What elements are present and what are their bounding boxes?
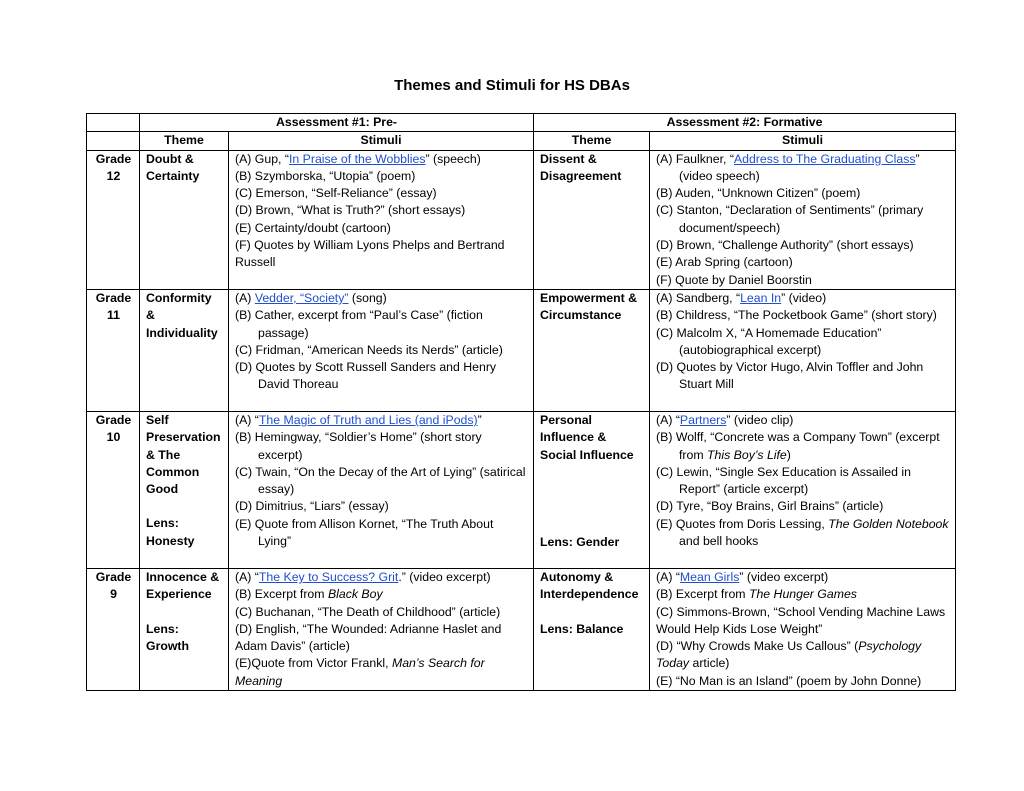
stimuli-2-header: Stimuli — [650, 132, 956, 150]
stimulus-item — [656, 638, 950, 673]
stimulus-item — [235, 220, 528, 237]
stimulus-text: ” (video excerpt) — [739, 569, 829, 584]
stimulus-link[interactable]: The Magic of Truth and Lies (and iPods) — [258, 412, 478, 427]
stimulus-item — [656, 464, 950, 499]
table-row — [87, 150, 956, 289]
theme-2-cell — [534, 568, 650, 690]
corner-cell — [87, 132, 140, 150]
stimuli-1-cell — [229, 411, 534, 568]
assessment-1-header: Assessment #1: Pre- — [140, 114, 534, 132]
stimulus-text: (song) — [348, 290, 387, 305]
stimulus-text: (E)Quote from Victor Frankl, — [235, 656, 392, 671]
stimulus-item — [656, 569, 950, 586]
stimulus-text: and bell hooks — [679, 534, 759, 549]
stimuli-1-cell — [229, 289, 534, 411]
stimulus-item — [235, 429, 528, 464]
stimulus-text: (A) Sandberg, “ — [656, 290, 741, 305]
stimulus-text: (F) Quote by Daniel Boorstin — [656, 272, 812, 287]
stimulus-text: (C) Fridman, “American Needs its Nerds” (article) — [235, 342, 503, 357]
stimulus-text: (A) Gup, “ — [235, 151, 289, 166]
stimulus-item — [235, 168, 528, 185]
stimuli-1-cell — [229, 568, 534, 690]
stimulus-text: (D) Tyre, “Boy Brains, Girl Brains” (article) — [656, 499, 884, 514]
grade-cell: Grade 9 — [87, 568, 140, 690]
stimulus-text: (B) Childress, “The Pocketbook Game” (short story) — [656, 308, 937, 323]
stimulus-item — [656, 498, 950, 515]
stimulus-item — [656, 359, 950, 394]
stimulus-item — [656, 673, 950, 690]
stimulus-text: (B) Auden, “Unknown Citizen” (poem) — [656, 186, 861, 201]
theme-2-lens: Lens: Balance — [540, 621, 624, 636]
stimulus-text: (A) “ — [656, 569, 680, 584]
stimulus-link[interactable]: Vedder, “Society” — [254, 290, 349, 305]
stimulus-link[interactable]: Address to The Graduating Class — [733, 151, 916, 166]
stimulus-text: (B) Wolff, “Concrete was a Company Town” (excerpt from — [656, 430, 940, 462]
theme-2-cell — [534, 150, 650, 289]
stimulus-text: (C) Malcolm X, “A Homemade Education” (autobiographical excerpt) — [656, 325, 882, 357]
stimulus-text: (F) Quotes by William Lyons Phelps and Bertrand Russell — [235, 238, 505, 270]
stimulus-text: (B) Hemingway, “Soldier’s Home” (short story excerpt) — [235, 430, 482, 462]
theme-2-lens: Lens: Gender — [540, 534, 620, 549]
column-header-row — [87, 132, 956, 150]
stimulus-title: Psychology Today — [656, 639, 922, 671]
stimulus-item — [235, 586, 528, 603]
stimulus-link[interactable]: The Key to Success? Grit — [258, 569, 399, 584]
stimulus-text: (E) “No Man is an Island” (poem by John Donne) — [656, 673, 922, 688]
stimulus-text: ) — [786, 447, 791, 462]
stimulus-text: (D) Brown, “What is Truth?” (short essays) — [235, 203, 466, 218]
stimulus-text: (A) Faulkner, “ — [656, 151, 734, 166]
spacer — [146, 498, 223, 515]
stimulus-item — [235, 604, 528, 621]
theme-2-header: Theme — [534, 132, 650, 150]
stimulus-item — [656, 586, 950, 603]
stimulus-text: (B) Cather, excerpt from “Paul’s Case” (fiction passage) — [235, 308, 483, 340]
stimulus-item — [656, 604, 950, 639]
stimulus-link[interactable]: In Praise of the Wobblies — [288, 151, 426, 166]
stimulus-text: ” — [477, 412, 482, 427]
theme-1-cell — [140, 411, 229, 568]
stimulus-text: (E) Quote from Allison Kornet, “The Truth About Lying” — [235, 516, 494, 549]
stimulus-text: (E) Quotes from Doris Lessing, — [656, 516, 829, 531]
stimulus-item — [235, 516, 528, 551]
stimuli-1-cell — [229, 150, 534, 289]
stimulus-item — [235, 655, 528, 690]
stimulus-item — [235, 464, 528, 499]
stimulus-title: Man’s Search for Meaning — [235, 656, 485, 688]
stimulus-text: (A) “ — [235, 569, 259, 584]
stimulus-text: (B) Excerpt from — [656, 587, 749, 602]
stimulus-item — [235, 202, 528, 219]
stimulus-text: (D) English, “The Wounded: Adrianne Haslet and Adam Davis” (article) — [235, 621, 502, 654]
theme-2-cell — [534, 411, 650, 568]
stimulus-item — [656, 272, 950, 289]
stimulus-text: .” (video excerpt) — [398, 569, 491, 584]
stimulus-text: (A) — [235, 290, 255, 305]
stimuli-2-cell — [650, 568, 956, 690]
stimulus-title: The Hunger Games — [748, 587, 857, 602]
stimulus-title: Black Boy — [327, 587, 383, 602]
table-row — [87, 289, 956, 411]
corner-cell — [87, 114, 140, 132]
theme-1-name: Doubt & Certainty — [146, 151, 200, 183]
stimulus-text: ” (speech) — [425, 151, 481, 166]
theme-2-name: Dissent & Disagreement — [540, 151, 622, 183]
grade-cell: Grade 12 — [87, 150, 140, 289]
stimulus-text: (E) Arab Spring (cartoon) — [656, 255, 793, 270]
stimulus-item — [235, 290, 528, 307]
stimulus-item — [235, 569, 528, 586]
stimuli-1-header: Stimuli — [229, 132, 534, 150]
stimulus-text: ” (video clip) — [726, 412, 794, 427]
stimulus-text: ” (video) — [781, 290, 827, 305]
stimulus-text: (E) Certainty/doubt (cartoon) — [235, 220, 391, 235]
stimulus-item — [656, 325, 950, 360]
stimulus-text: (C) Buchanan, “The Death of Childhood” (article) — [235, 604, 501, 619]
stimulus-text: (C) Twain, “On the Decay of the Art of Lying” (satirical essay) — [235, 464, 526, 497]
theme-1-name: Self Preservation & The Common Good — [146, 412, 221, 497]
stimulus-item — [656, 429, 950, 464]
stimulus-text: (C) Lewin, “Single Sex Education is Assailed in Report” (article excerpt) — [656, 464, 911, 497]
theme-2-name: Personal Influence & Social Influence — [540, 412, 634, 462]
theme-2-name: Autonomy & Interdependence — [540, 569, 639, 602]
stimulus-title: This Boy’s Life — [707, 447, 787, 462]
stimulus-text: (D) Dimitrius, “Liars” (essay) — [235, 499, 389, 514]
stimulus-title: The Golden Notebook — [828, 516, 949, 531]
stimulus-item — [656, 237, 950, 254]
stimulus-item — [235, 185, 528, 202]
theme-1-cell — [140, 568, 229, 690]
stimulus-text: (D) Brown, “Challenge Authority” (short essays) — [656, 238, 914, 253]
theme-1-name: Innocence & Experience — [146, 569, 220, 602]
stimulus-text: (B) Excerpt from — [235, 587, 328, 602]
theme-2-name: Empowerment & Circumstance — [540, 290, 638, 323]
stimulus-text: (A) “ — [235, 412, 259, 427]
theme-2-cell — [534, 289, 650, 411]
stimulus-link[interactable]: Mean Girls — [679, 569, 740, 584]
table-row — [87, 411, 956, 568]
stimulus-item — [235, 359, 528, 394]
stimulus-item — [656, 202, 950, 237]
themes-table — [86, 113, 956, 691]
page-title: Themes and Stimuli for HS DBAs — [394, 77, 630, 94]
stimulus-item — [656, 412, 950, 429]
grade-cell: Grade 10 — [87, 411, 140, 568]
stimulus-item — [656, 254, 950, 271]
stimulus-text: ” (video speech) — [679, 151, 920, 183]
stimulus-item — [656, 151, 950, 186]
stimulus-text: (D) Quotes by Scott Russell Sanders and Henry David Thoreau — [235, 360, 497, 392]
stimulus-link[interactable]: Partners — [679, 412, 727, 427]
stimulus-item — [656, 307, 950, 324]
theme-1-cell — [140, 150, 229, 289]
spacer — [540, 604, 644, 621]
assessment-header-row — [87, 114, 956, 132]
stimulus-item — [235, 412, 528, 429]
assessment-2-header: Assessment #2: Formative — [534, 114, 956, 132]
stimulus-item — [235, 151, 528, 168]
stimulus-item — [235, 307, 528, 342]
stimulus-item — [656, 516, 950, 551]
stimulus-text: (A) “ — [656, 412, 680, 427]
theme-1-lens: Lens: Growth — [146, 621, 190, 653]
stimulus-item — [235, 498, 528, 515]
stimulus-item — [235, 621, 528, 656]
stimuli-2-cell — [650, 411, 956, 568]
stimulus-item — [656, 290, 950, 307]
stimuli-2-cell — [650, 289, 956, 411]
stimulus-text: article) — [689, 656, 730, 671]
stimulus-item — [235, 237, 528, 272]
theme-1-cell — [140, 289, 229, 411]
theme-1-lens: Lens: Honesty — [146, 516, 195, 548]
table-row — [87, 568, 956, 690]
grade-cell: Grade 11 — [87, 289, 140, 411]
stimulus-item — [235, 342, 528, 359]
stimulus-text: (C) Simmons-Brown, “School Vending Machine Laws Would Help Kids Lose Weight” — [656, 604, 946, 636]
spacer — [146, 604, 223, 621]
stimulus-text: (D) Quotes by Victor Hugo, Alvin Toffler and John Stuart Mill — [656, 360, 924, 392]
stimulus-item — [656, 185, 950, 202]
stimulus-link[interactable]: Lean In — [740, 290, 782, 305]
stimulus-text: (D) “Why Crowds Make Us Callous” ( — [656, 639, 859, 654]
theme-1-name: Conformity & Individuality — [146, 290, 218, 340]
theme-1-header: Theme — [140, 132, 229, 150]
stimulus-text: (C) Emerson, “Self-Reliance” (essay) — [235, 186, 437, 201]
stimulus-text: (C) Stanton, “Declaration of Sentiments” (primary document/speech) — [656, 203, 924, 235]
stimuli-2-cell — [650, 150, 956, 289]
stimulus-text: (B) Szymborska, “Utopia” (poem) — [235, 168, 416, 183]
